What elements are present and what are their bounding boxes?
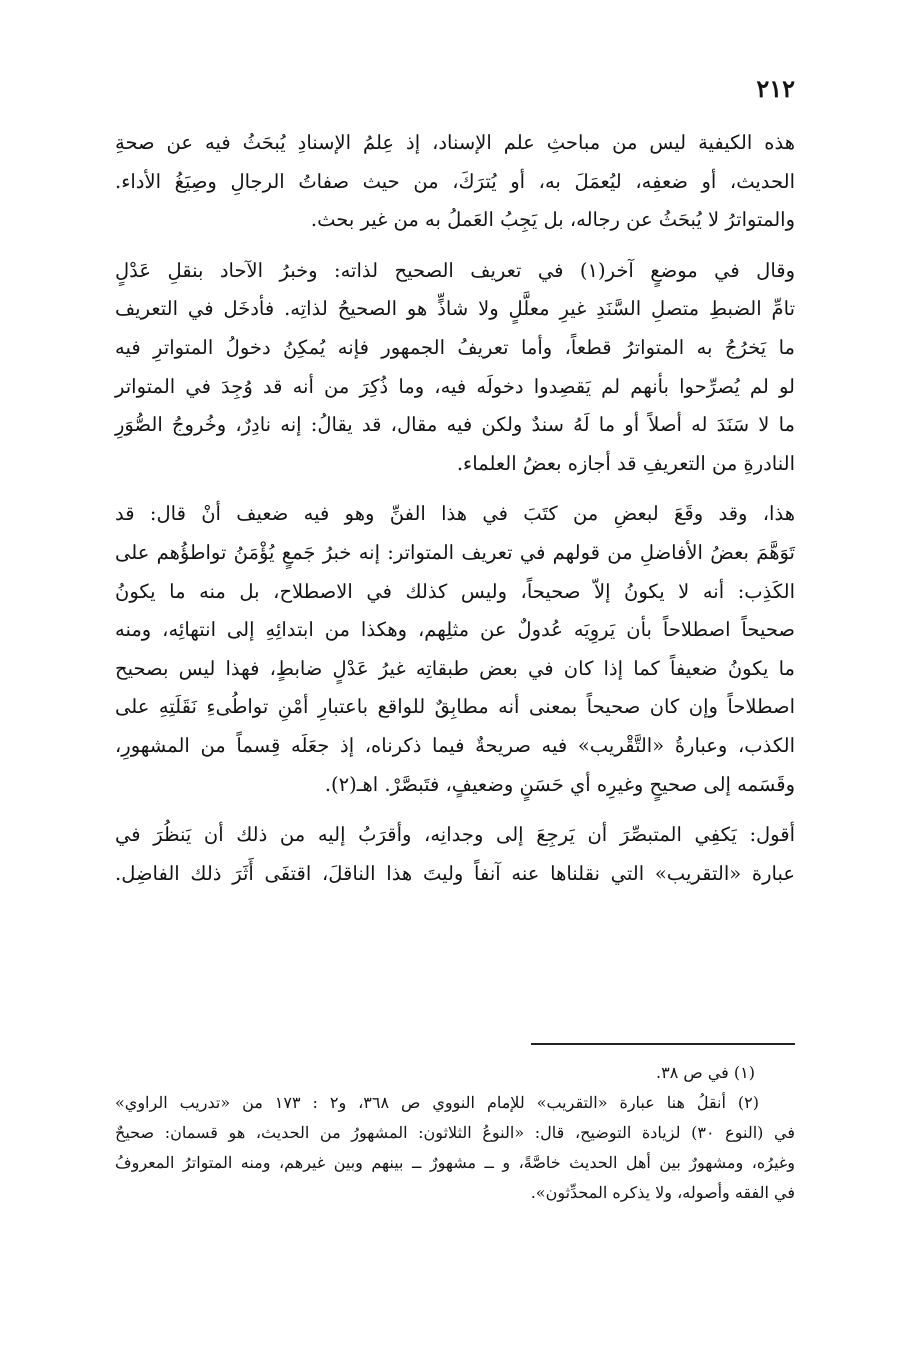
main-text: [115, 124, 795, 905]
text-line: الكَذِب: أنه لا يكونُ إلاّ صحيحاً، وليس كذلك في الاصطلاح، بل منه ما يكونُ: [115, 579, 795, 603]
footnote-separator: [531, 1043, 795, 1045]
footnote-line: (٢) أنقلُ هنا عبارة «التقريب» للإمام النووي ص ٣٦٨، و٢ : ١٧٣ من «تدريب الراوي»: [115, 1093, 759, 1112]
footnote-line: وغيرُه، ومشهورٌ بين أهل الحديث خاصَّةً، و ــ مشهورٌ ــ بينهم وبين غيرهم، ومنه المتواترُ المعروفُ: [115, 1153, 795, 1172]
text-line: الحديث، أو ضعفِه، ليُعمَلَ به، أو يُترَكَ، من حيث صفاتُ الرجالِ وصِيَغُ الأداء.: [115, 169, 795, 193]
text-line: وقَسَمه إلى صحيحٍ وغيرِه أي حَسَنٍ وضعيفٍ، فتَبصَّرْ. اهـ(٢).: [324, 772, 795, 796]
text-line: ما لا سَنَدَ له أصلاً أو ما لَهُ سندٌ ولكن فيه مقال، قد يقالُ: إنه نادِرٌ، وخُروجُ الصُّوَرِ: [115, 413, 795, 437]
footnote-line: (١) في ص ٣٨.: [656, 1063, 755, 1082]
text-line: تَوَهَّمَ بعضُ الأفاضلِ من قولهم في تعريف المتواتر: إنه خبرُ جَمعٍ يُؤْمَنُ تواطؤُهم على: [115, 540, 795, 564]
text-line: النادرةِ من التعريفِ قد أجازه بعضُ العلماء.: [456, 451, 795, 475]
footnote-2: [115, 1088, 795, 1208]
text-line: تامِّ الضبطِ متصلِ السَّنَدِ غيرِ معلَّلٍ ولا شاذٍّ هو الصحيحُ لذاتِه. فأدخَل في التعريف: [115, 297, 795, 321]
text-line: لو لم يُصرِّحوا بأنهم لم يَقصِدوا دخولَه فيه، وما ذُكِرَ من أنه قد وُجِدَ في المتواتر: [115, 374, 795, 398]
text-line: اصطلاحاً وإن كان صحيحاً بمعنى أنه مطابِقٌ للواقع باعتبارِ أمْنِ تواطُىءِ نَقَلَتِهِ على: [115, 695, 795, 719]
paragraph: [115, 252, 795, 484]
text-line: الكذب، وعبارةُ «التَّقْريب» فيه صريحةٌ فيما ذكرناه، إذ جعَلَه قِسماً من المشهورِ،: [115, 733, 795, 757]
paragraph: [115, 124, 795, 240]
text-line: والمتواترُ لا يُبحَثُ عن رجاله، بل يَجِبُ العَملُ به من غير بحث.: [310, 208, 795, 232]
text-line: أقول: يَكفِي المتبصِّرَ أن يَرجِعَ إلى وجدانِه، وأقرَبُ إليه من ذلك أن يَنظُرَ في: [115, 823, 795, 847]
paragraph: [115, 495, 795, 804]
text-line: عبارة «التقريب» التي نقلناها عنه آنفاً وليتَ هذا الناقلَ، اقتفَى أَثَرَ ذلك الفاضِل.: [115, 861, 795, 885]
text-line: وقال في موضعٍ آخر(١) في تعريف الصحيح لذاته: وخبرُ الآحاد بنقلِ عَدْلٍ: [115, 258, 796, 282]
footnotes: [115, 1058, 795, 1208]
text-line: هذا، وقد وقَعَ لبعضِ من كتَبَ في هذا الفنِّ وهو فيه ضعيف أنْ قال: قد: [115, 502, 795, 526]
text-line: صحيحاً اصطلاحاً بأن يَروِيَه عُدولٌ عن مثلِهم، وهكذا من ابتدائِهِ إلى انتهائِه، ومنه: [115, 618, 795, 642]
text-line: ما يكونُ ضعيفاً كما إذا كان في بعض طبقاتِه غيرُ عَدْلٍ ضابطٍ، فهذا ليس بصحيح: [115, 656, 795, 680]
text-line: ما يَخرُجُ به المتواترُ قطعاً، وأما تعريفُ الجمهور فإنه يُمكِنُ دخولُ المتواترِ فيه: [115, 335, 795, 359]
page-number: ٢١٢: [756, 74, 795, 103]
footnote-line: في الفقه وأصوله، ولا يذكره المحدِّثون».: [530, 1183, 795, 1202]
footnote-1: [115, 1058, 795, 1088]
paragraph: [115, 816, 795, 893]
text-line: هذه الكيفية ليس من مباحثِ علم الإسناد، إذ عِلمُ الإسنادِ يُبحَثُ فيه عن صحةِ: [115, 131, 795, 154]
footnote-line: في (النوع ٣٠) لزيادة التوضيح، قال: «النوعُ الثلاثون: المشهورُ من الحديث، هو قسمان: صحيحٌ: [115, 1123, 796, 1142]
